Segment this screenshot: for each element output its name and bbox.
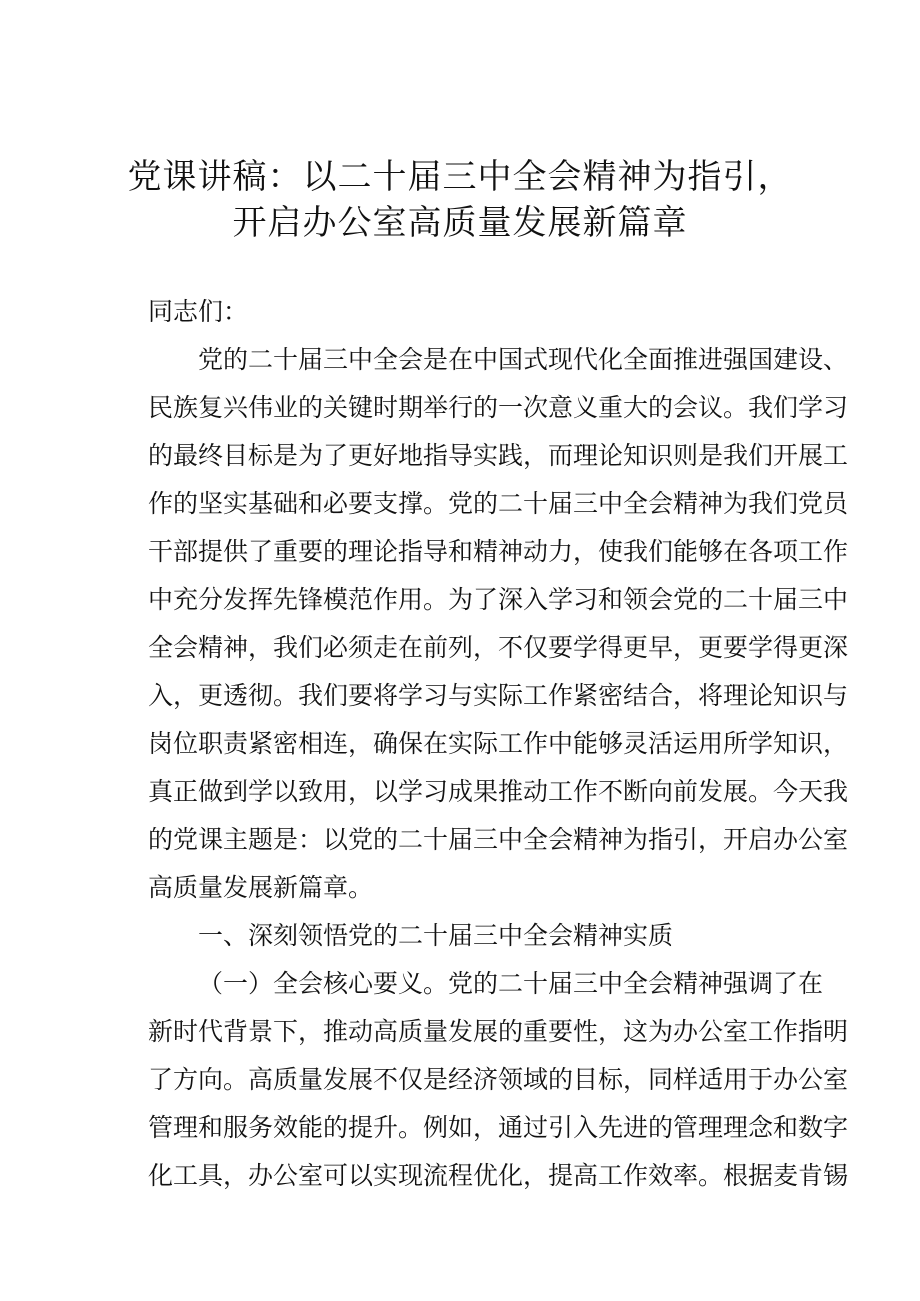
body-line: 的党课主题是：以党的二十届三中全会精神为指引，开启办公室	[148, 825, 849, 854]
document-title-line-2: 开启办公室高质量发展新篇章	[232, 203, 688, 243]
body-line: 高质量发展新篇章。	[148, 873, 374, 902]
section-heading: 一、深刻领悟党的二十届三中全会精神实质	[198, 921, 674, 950]
body-line: （一）全会核心要义。党的二十届三中全会精神强调了在	[198, 969, 824, 998]
body-line: 干部提供了重要的理论指导和精神动力，使我们能够在各项工作	[148, 537, 849, 566]
body-line: 作的坚实基础和必要支撑。党的二十届三中全会精神为我们党员	[148, 489, 849, 518]
body-line: 全会精神，我们必须走在前列，不仅要学得更早，更要学得更深	[148, 633, 849, 662]
body-line: 民族复兴伟业的关键时期举行的一次意义重大的会议。我们学习	[148, 393, 849, 422]
body-line: 化工具，办公室可以实现流程优化，提高工作效率。根据麦肯锡	[148, 1161, 849, 1190]
body-line: 管理和服务效能的提升。例如，通过引入先进的管理理念和数字	[148, 1113, 849, 1142]
body-line: 岗位职责紧密相连，确保在实际工作中能够灵活运用所学知识，	[148, 729, 849, 758]
salutation: 同志们：	[148, 297, 249, 326]
body-line: 新时代背景下，推动高质量发展的重要性，这为办公室工作指明	[148, 1017, 849, 1046]
body-line: 入，更透彻。我们要将学习与实际工作紧密结合，将理论知识与	[148, 681, 849, 710]
body-line: 中充分发挥先锋模范作用。为了深入学习和领会党的二十届三中	[148, 585, 849, 614]
body-line: 真正做到学以致用，以学习成果推动工作不断向前发展。今天我	[148, 777, 849, 806]
document-title-line-1: 党课讲稿：以二十届三中全会精神为指引，	[127, 157, 793, 197]
body-line: 的最终目标是为了更好地指导实践，而理论知识则是我们开展工	[148, 441, 849, 470]
body-line: 党的二十届三中全会是在中国式现代化全面推进强国建设、	[198, 345, 849, 374]
body-line: 了方向。高质量发展不仅是经济领域的目标，同样适用于办公室	[148, 1065, 849, 1094]
